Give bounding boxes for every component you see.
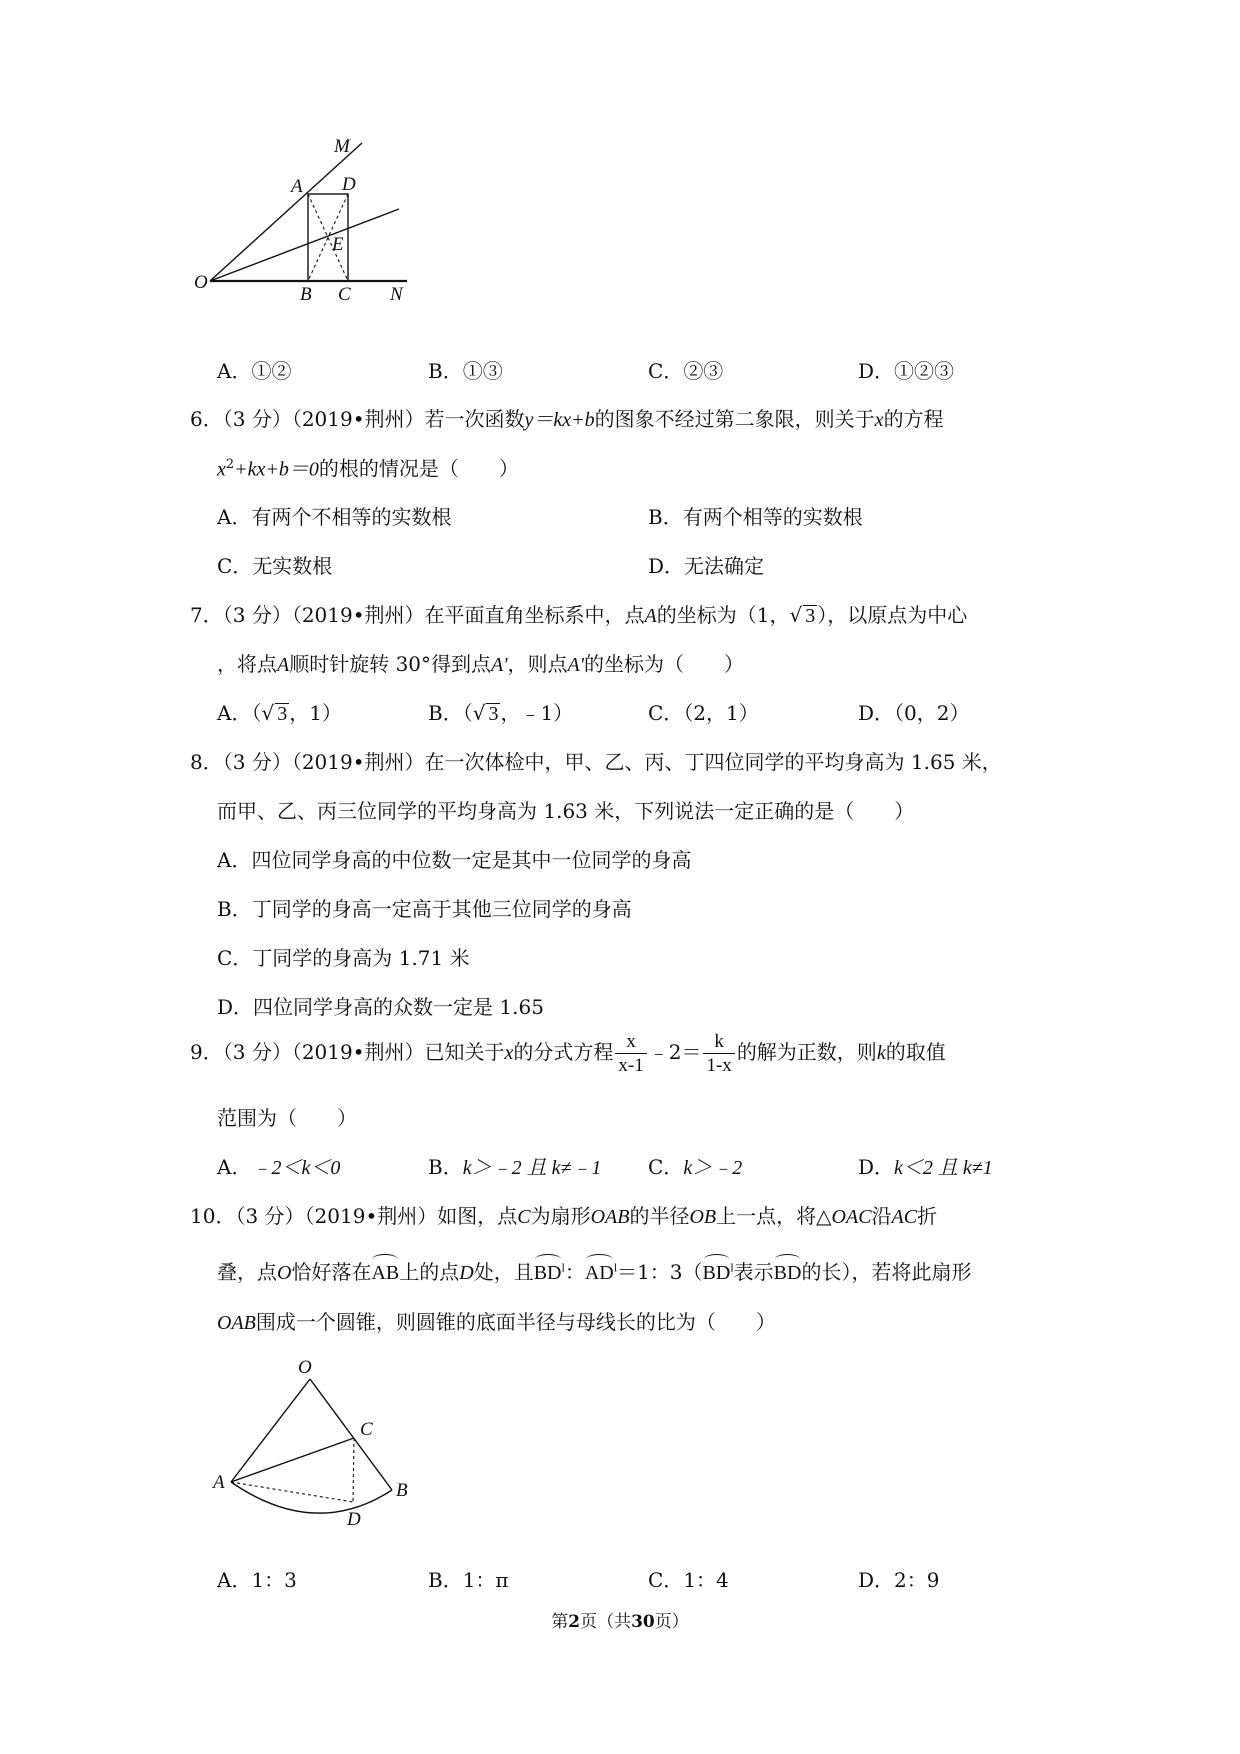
question-9-line-2: 范围为（ ） bbox=[217, 1106, 357, 1130]
q5-option-c: C．②③ bbox=[648, 359, 724, 383]
q8-option-b: B．丁同学的身高一定高于其他三位同学的身高 bbox=[217, 897, 632, 921]
q7-option-b: B．（√ 3 ，﹣1） bbox=[428, 701, 574, 725]
arc-AD: AD bbox=[585, 1259, 614, 1283]
label-C: C bbox=[360, 1419, 373, 1440]
question-10-line-3: OAB围成一个圆锥，则圆锥的底面半径与母线长的比为（ ） bbox=[217, 1310, 776, 1334]
q7-option-c: C．（2，1） bbox=[648, 701, 759, 725]
q7-option-d: D．（0，2） bbox=[858, 701, 970, 725]
q6-option-d: D．无法确定 bbox=[648, 554, 765, 578]
q9-option-d: D．k＜2 且 k≠1 bbox=[858, 1155, 993, 1179]
q10-option-d: D．2：9 bbox=[858, 1568, 940, 1592]
arc-AB: AB bbox=[371, 1259, 399, 1283]
label-B: B bbox=[300, 284, 312, 305]
q6-option-a: A．有两个不相等的实数根 bbox=[217, 505, 452, 529]
arc-BD-2: BD bbox=[703, 1259, 731, 1283]
question-9-line-1: 9．（3 分）（2019•荆州）已知关于x的分式方程 $\frac{x}{x-1}$ ﹣2＝ $\frac{k}{1-x}$ 的解为正数，则k的取值 bbox=[190, 1031, 946, 1076]
label-M: M bbox=[334, 136, 350, 157]
label-B: B bbox=[396, 1480, 408, 1501]
sqrt-symbol: √ bbox=[789, 603, 803, 627]
question-6-line-1: 6．（3 分）（2019•荆州）若一次函数y＝kx+b的图象不经过第二象限，则关于x的方程 bbox=[190, 407, 944, 431]
question-10-line-1: 10．（3 分）（2019•荆州）如图，点C为扇形OAB的半径OB上一点，将△OAC沿AC折 bbox=[190, 1204, 938, 1228]
label-A: A bbox=[291, 176, 303, 197]
q8-option-a: A．四位同学身高的中位数一定是其中一位同学的身高 bbox=[217, 848, 692, 872]
question-8-line-2: 而甲、乙、丙三位同学的平均身高为 1.63 米，下列说法一定正确的是（ ） bbox=[217, 799, 915, 823]
page-number: 2 bbox=[568, 1612, 581, 1632]
arc-BD: BD bbox=[534, 1259, 562, 1283]
q5-option-d: D．①②③ bbox=[858, 359, 955, 383]
q10-option-a: A．1：3 bbox=[217, 1568, 297, 1592]
label-O: O bbox=[194, 272, 208, 293]
question-7-line-1: 7．（3 分）（2019•荆州）在平面直角坐标系中，点A的坐标为（1，√ 3 ），以原点为中心 bbox=[190, 603, 968, 627]
label-A: A bbox=[213, 1472, 225, 1493]
page-footer: 第2页（共30页） bbox=[551, 1612, 689, 1632]
q8-option-c: C．丁同学的身高为 1.71 米 bbox=[217, 946, 470, 970]
fraction-x-over-x-minus-1: $\frac{x}{x-1}$ bbox=[615, 1032, 646, 1075]
question-8-line-1: 8．（3 分）（2019•荆州）在一次体检中，甲、乙、丙、丁四位同学的平均身高为 1.65 米， bbox=[190, 750, 1002, 774]
question-10-line-2: 叠，点O恰好落在AB上的点D处，且$BD^l$：$AD^l=1$：$3(BD^l$表示BD的长），若将此扇形 bbox=[217, 1260, 972, 1284]
q6-option-c: C．无实数根 bbox=[217, 554, 333, 578]
q10-option-c: C．1：4 bbox=[648, 1568, 729, 1592]
question-5-figure bbox=[194, 136, 430, 310]
q5-option-a: A．①② bbox=[217, 359, 292, 383]
label-D: D bbox=[342, 174, 356, 195]
question-6-line-2: $x^2+kx+b=0$的根的情况是（ ） bbox=[217, 456, 519, 481]
q7-option-a: A．（√ 3 ，1） bbox=[217, 701, 342, 725]
label-D: D bbox=[347, 1509, 361, 1530]
fraction-k-over-1-minus-x: $\frac{k}{1-x}$ bbox=[703, 1032, 734, 1075]
total-pages: 30 bbox=[631, 1612, 655, 1632]
question-10-figure bbox=[210, 1355, 430, 1535]
q9-option-b: B．k＞﹣2 且 k≠﹣1 bbox=[428, 1155, 602, 1179]
arc-BD-3: BD bbox=[774, 1259, 802, 1283]
question-7-line-2: ，将点A顺时针旋转 30°得到点A'，则点A'的坐标为（ ） bbox=[217, 652, 745, 676]
q9-option-a: A．﹣2＜k＜0 bbox=[217, 1155, 341, 1179]
label-E: E bbox=[332, 234, 344, 255]
q10-option-b: B．1：π bbox=[428, 1568, 509, 1592]
q5-option-b: B．①③ bbox=[428, 359, 503, 383]
label-C: C bbox=[338, 284, 351, 305]
q8-option-d: D．四位同学身高的众数一定是 1.65 bbox=[217, 995, 544, 1019]
q6-option-b: B．有两个相等的实数根 bbox=[648, 505, 863, 529]
label-O: O bbox=[298, 1357, 312, 1378]
label-N: N bbox=[390, 284, 403, 305]
q9-option-c: C．k＞﹣2 bbox=[648, 1155, 743, 1179]
